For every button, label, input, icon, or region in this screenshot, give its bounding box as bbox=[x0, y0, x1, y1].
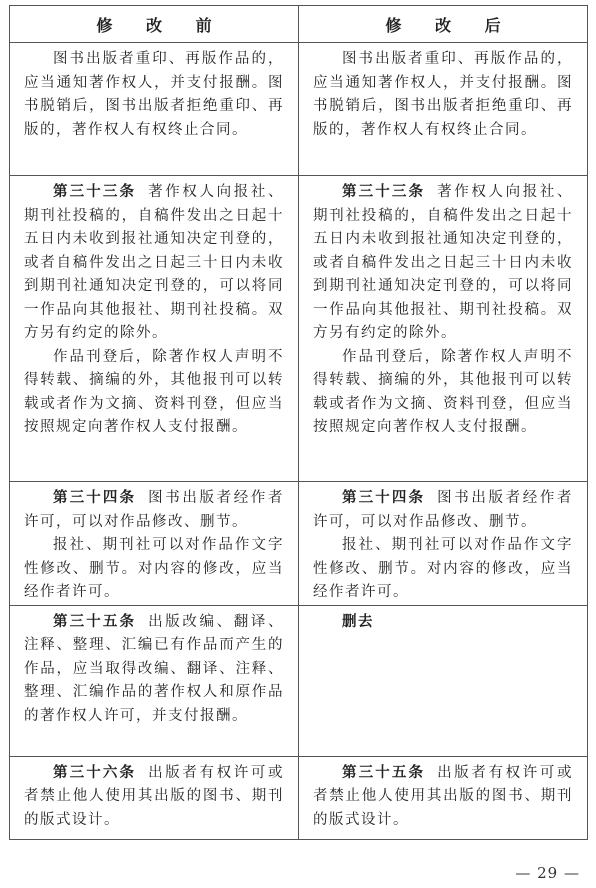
header-before: 修 改 前 bbox=[10, 6, 299, 43]
paragraph bbox=[24, 611, 284, 729]
article-number: 第三十四条 bbox=[53, 490, 137, 506]
paragraph: 报社、期刊社可以对作品作文字性修改、删节。对内容的修改，应当经作者许可。 bbox=[313, 537, 573, 600]
paragraph bbox=[313, 611, 573, 635]
cell-before bbox=[10, 605, 299, 756]
page-number: — 29 — bbox=[515, 864, 580, 882]
paragraph-text: 著作权人向报社、期刊社投稿的，自稿件发出之日起十五日内未收到报社通知决定刊登的，或者自稿件发出之日起三十日内未收到期刊社通知决定刊登的，可以将同一作品向其他报社、期刊社投稿。双方另有约定的除外。 bbox=[24, 184, 284, 341]
table-row bbox=[10, 605, 588, 756]
paragraph bbox=[313, 762, 573, 833]
cell-before bbox=[10, 482, 299, 606]
cell-before bbox=[10, 176, 299, 482]
paragraph: 图书出版者重印、再版作品的，应当通知著作权人，并支付报酬。图书脱销后，图书出版者拒绝重印、再版的，著作权人有权终止合同。 bbox=[24, 51, 284, 138]
paragraph bbox=[24, 181, 284, 346]
table-row bbox=[10, 482, 588, 606]
paragraph bbox=[313, 487, 573, 534]
article-number: 第三十三条 bbox=[53, 184, 137, 200]
article-number: 第三十六条 bbox=[53, 764, 137, 781]
table-header-row bbox=[10, 6, 588, 43]
paragraph-text: 出版改编、翻译、注释、整理、汇编已有作品而产生的作品，应当取得改编、翻译、注释、整理、汇编作品的著作权人和原作品的著作权人许可，并支付报酬。 bbox=[24, 613, 284, 724]
paragraph-text: 著作权人向报社、期刊社投稿的，自稿件发出之日起十五日内未收到报社通知决定刊登的，或者自稿件发出之日起三十日内未收到期刊社通知决定刊登的，可以将同一作品向其他报社、期刊社投稿。双方另有约定的除外。 bbox=[313, 184, 573, 341]
table-row bbox=[10, 756, 588, 839]
cell-after bbox=[299, 176, 588, 482]
cell-after bbox=[299, 756, 588, 839]
cell-after bbox=[299, 43, 588, 176]
paragraph-text: 出版者有权许可或者禁止他人使用其出版的图书、期刊的版式设计。 bbox=[313, 764, 573, 828]
header-after: 修 改 后 bbox=[299, 6, 588, 43]
table-row bbox=[10, 176, 588, 482]
paragraph bbox=[24, 487, 284, 534]
article-number: 第三十三条 bbox=[342, 184, 426, 200]
paragraph-text: 出版者有权许可或者禁止他人使用其出版的图书、期刊的版式设计。 bbox=[24, 764, 284, 828]
paragraph bbox=[313, 181, 573, 346]
paragraph: 图书出版者重印、再版作品的，应当通知著作权人，并支付报酬。图书脱销后，图书出版者拒绝重印、再版的，著作权人有权终止合同。 bbox=[313, 51, 573, 138]
paragraph-text: 图书出版者经作者许可，可以对作品修改、删节。 bbox=[24, 490, 284, 530]
paragraph: 作品刊登后，除著作权人声明不得转载、摘编的外，其他报刊可以转载或者作为文摘、资料刊登，但应当按照规定向著作权人支付报酬。 bbox=[313, 348, 573, 435]
cell-after bbox=[299, 482, 588, 606]
comparison-table bbox=[9, 5, 588, 840]
paragraph: 作品刊登后，除著作权人声明不得转载、摘编的外，其他报刊可以转载或者作为文摘、资料刊登，但应当按照规定向著作权人支付报酬。 bbox=[24, 348, 284, 435]
paragraph-text: 图书出版者经作者许可，可以对作品修改、删节。 bbox=[313, 490, 573, 530]
article-number: 第三十五条 bbox=[53, 613, 137, 630]
cell-before bbox=[10, 43, 299, 176]
paragraph: 报社、期刊社可以对作品作文字性修改、删节。对内容的修改，应当经作者许可。 bbox=[24, 537, 284, 600]
paragraph bbox=[24, 762, 284, 833]
cell-after bbox=[299, 605, 588, 756]
deleted-marker: 删去 bbox=[342, 613, 374, 630]
article-number: 第三十五条 bbox=[342, 764, 426, 781]
cell-before bbox=[10, 756, 299, 839]
article-number: 第三十四条 bbox=[342, 490, 426, 506]
table-row bbox=[10, 43, 588, 176]
